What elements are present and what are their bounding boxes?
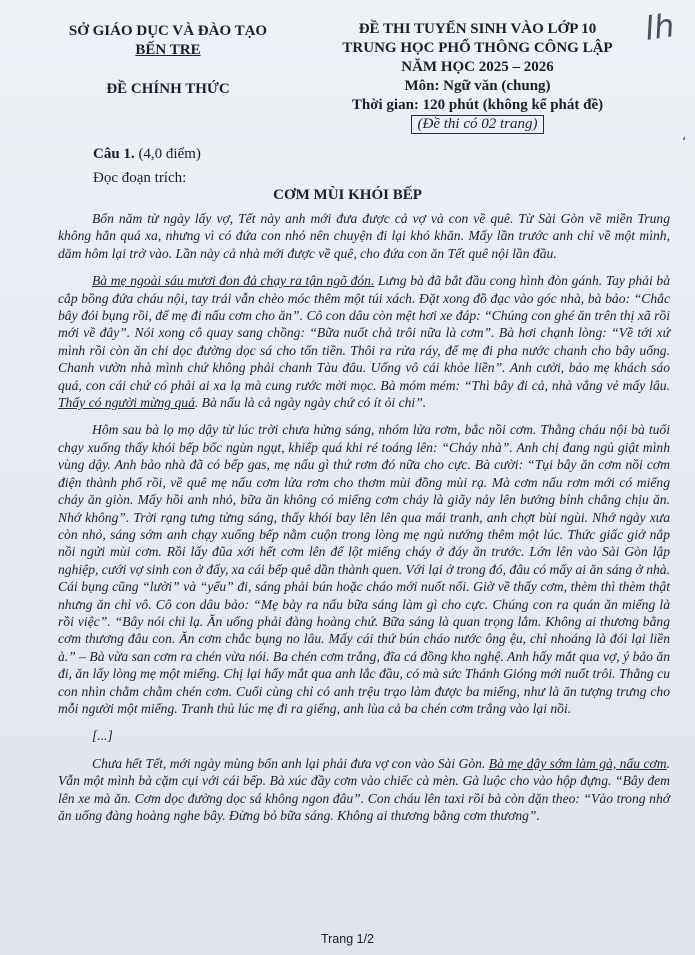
department-name: SỞ GIÁO DỤC VÀ ĐÀO TẠO — [68, 23, 268, 39]
question-points: (4,0 điểm) — [138, 146, 201, 162]
question-heading — [93, 146, 201, 163]
question-label: Câu 1. — [93, 146, 135, 162]
margin-mark: ʻ — [682, 135, 687, 151]
question-instruction: Đọc đoạn trích: — [93, 170, 187, 186]
passage-body — [58, 210, 670, 834]
page-number: Trang 1/2 — [320, 932, 375, 946]
passage-paragraph-2: Bà mẹ ngoài sáu mươi đon đả chạy ra tận ngõ đón. Lưng bà đã bắt đầu cong hình đòn gánh. Tay phải bà cắp bồng đứa cháu nội, tay trái vẫn chèo móc thêm một túi xách. Đặt xong đồ đạc vào góc nhà, bà bảo: “Chắc bây đói bụng rồi, để mẹ đi nấu cơm cho ăn”. Cô con dâu còn mệt hơi xe đáp: “Chúng con ghé ăn trên thị xã rồi mới về đây”. Nói xong cô quay sang chồng: “Bữa nuốt chả trôi nữa là cơm”. Bà hơi chạnh lòng: “Về tới xứ mình rồi còn ăn chi dọc đường dọc sá cho tốn tiền. Thôi ra rửa ráy, để mẹ đi pha nước chanh cho bây uống. Chanh vườn nhà mình chứ không phải chanh Tàu đâu. Uống vô cái khỏe liền”. Anh cười, bảo mẹ khách sáo quá, con cái chứ có phải ai xa lạ mà cung rước mời mọc. Bà móm mém: “Thì bây đi cả, nhà vắng vẻ mấy lâu. Thấy có người mừng quá. Bà nấu là cả ngày ngày chứ có ít ỏi chi”. — [58, 273, 670, 411]
exam-title-block — [300, 20, 655, 134]
time-limit: Thời gian: 120 phút (không kể phát đề) — [351, 97, 604, 113]
official-label: ĐỀ CHÍNH THỨC — [106, 81, 230, 97]
passage-paragraph-3: Hôm sau bà lọ mọ dậy từ lúc trời chưa hửng sáng, nhóm lửa rơm, bắc nồi cơm. Thằng cháu nội bà tuổi chạy xuống thấy khói bếp bốc ngùn ngụt, khiếp quá khi ré toáng lên: “Cháy nhà”. Anh chị đang ngủ giật mình vùng dậy. Anh bảo nhà đã có bếp gas, mẹ nấu gì thứ rơm đó nữa cho cực. Bà cười: “Tụi bây ăn cơm nồi cơm điện thành phố rồi, về quê mẹ nấu cơm lửa rơm cho thơm mùi đồng mùi rạ. Mà cơm nấu rơm mới có miếng cháy ăn giòn. Mấy hồi anh nhỏ, bữa ăn không có miếng cơm cháy là giãy nảy lên bướng bỉnh chẳng chịu ăn. Nhớ không”. Trời rạng tưng tửng sáng, thấy khói bay lên lên qua mái tranh, anh chợt bùi ngùi. Nhớ ngày xưa còn nhỏ, sáng sớm anh chạy xuống bếp nằm cuộn trong lòng mẹ ngủ nướng thêm một lúc. Thức giấc giở nắp nồi ngửi mùi cơm. Rồi lấy đũa xới hết cơm lên để lột miếng cháy ở đáy ăn trước. Lớn lên vào Sài Gòn lập nghiệp, cưới vợ sinh con ở đấy, xa cái bếp quê dần thành quen. Với lại ở trong đó, đâu có mấy ai ăn sáng ở nhà. Cái bụng cũng “lười” và “yếu” đi, sáng phải bún hoặc cháo mới nuốt nổi. Giờ về thấy cơm, thèm thì thèm thật nhưng ăn chỉ vô. Cô con dâu bảo: “Mẹ bày ra nấu bữa sáng làm gì cho cực. Chúng con ra quán ăn miếng là rồi việc”. “Bây nói chi lạ. Ăn uống phải đàng hoàng chứ. Bữa sáng là quan trọng lắm. Không ai thương bằng cơm thương đâu con. Ăn cơm chắc bụng no lâu. Mấy cái thứ bún cháo nước ông ệu, chỉ nhoáng là đói lại liền à.” – Bà vừa san cơm ra chén vừa nói. Ba chén cơm trắng, đĩa cá đồng kho nghệ. Anh hấy mắt qua vợ, ý bảo ăn đi, ăn lấy lòng mẹ một miếng. Chị lại hấy mắt qua anh lắc đầu, có mà sức Thánh Gióng mới nuốt trôi. Thằng cu con nhìn chằm chằm chén cơm. Cuối cùng chỉ có anh trệu trạo làm được ba miếng, như là ăn tượng trưng cho mỗi người một miếng. Tranh thủ lúc mẹ đi ra giếng, anh lùa cả ba chén cơm trắng vào lại nồi. — [58, 422, 670, 716]
school-year: NĂM HỌC 2025 – 2026 — [401, 59, 554, 75]
subject: Môn: Ngữ văn (chung) — [404, 78, 551, 94]
exam-subtitle: TRUNG HỌC PHỔ THÔNG CÔNG LẬP — [342, 40, 613, 56]
underlined-phrase: Bà mẹ dậy sớm làm gà, nấu cơm — [488, 755, 667, 771]
passage-title: CƠM MÙI KHÓI BẾP — [273, 187, 422, 203]
passage-ellipsis: [...] — [92, 728, 113, 744]
underlined-phrase: Bà mẹ ngoài sáu mươi đon đả chạy ra tận ngõ đón. — [92, 273, 375, 289]
page-count-note: (Đề thi có 02 trang) — [411, 115, 545, 134]
exam-title: ĐỀ THI TUYỂN SINH VÀO LỚP 10 — [358, 21, 597, 37]
province-name: BẾN TRE — [135, 42, 201, 58]
underlined-phrase: Thấy có người mừng quá — [58, 395, 195, 411]
passage-paragraph-4: Chưa hết Tết, mới ngày mùng bốn anh lại phải đưa vợ con vào Sài Gòn. Bà mẹ dậy sớm làm gà, nấu cơm. Vẫn một mình bà cặm cụi với cái bếp. Bà xúc đầy cơm vào chiếc cà mèn. Gà luộc cho vào hộp đựng. “Bây đem lên xe mà ăn. Cơm dọc đường dọc sá không ngon đâu”. Con cháu lên taxi rồi bà còn dặn theo: “Vào trong nhớ ăn uống đàng hoàng nghe bây. Đừng bỏ bữa sáng. Không ai thương bằng cơm thương”. — [58, 755, 671, 823]
issuer-block — [58, 22, 278, 99]
handwritten-signature: lh — [642, 6, 677, 48]
passage-paragraph-1: Bốn năm từ ngày lấy vợ, Tết này anh mới đưa được cả vợ và con về quê. Từ Sài Gòn về miền Trung không hẳn quá xa, nhưng vì có đứa con nhỏ nên chuyện đi lại khó khăn. Mấy lần trước anh chỉ về một mình, dăm hôm lại trở vào. Lần này cả nhà mới được về quê, cho đứa con ăn Tết quê nội lần đầu. — [58, 211, 670, 261]
